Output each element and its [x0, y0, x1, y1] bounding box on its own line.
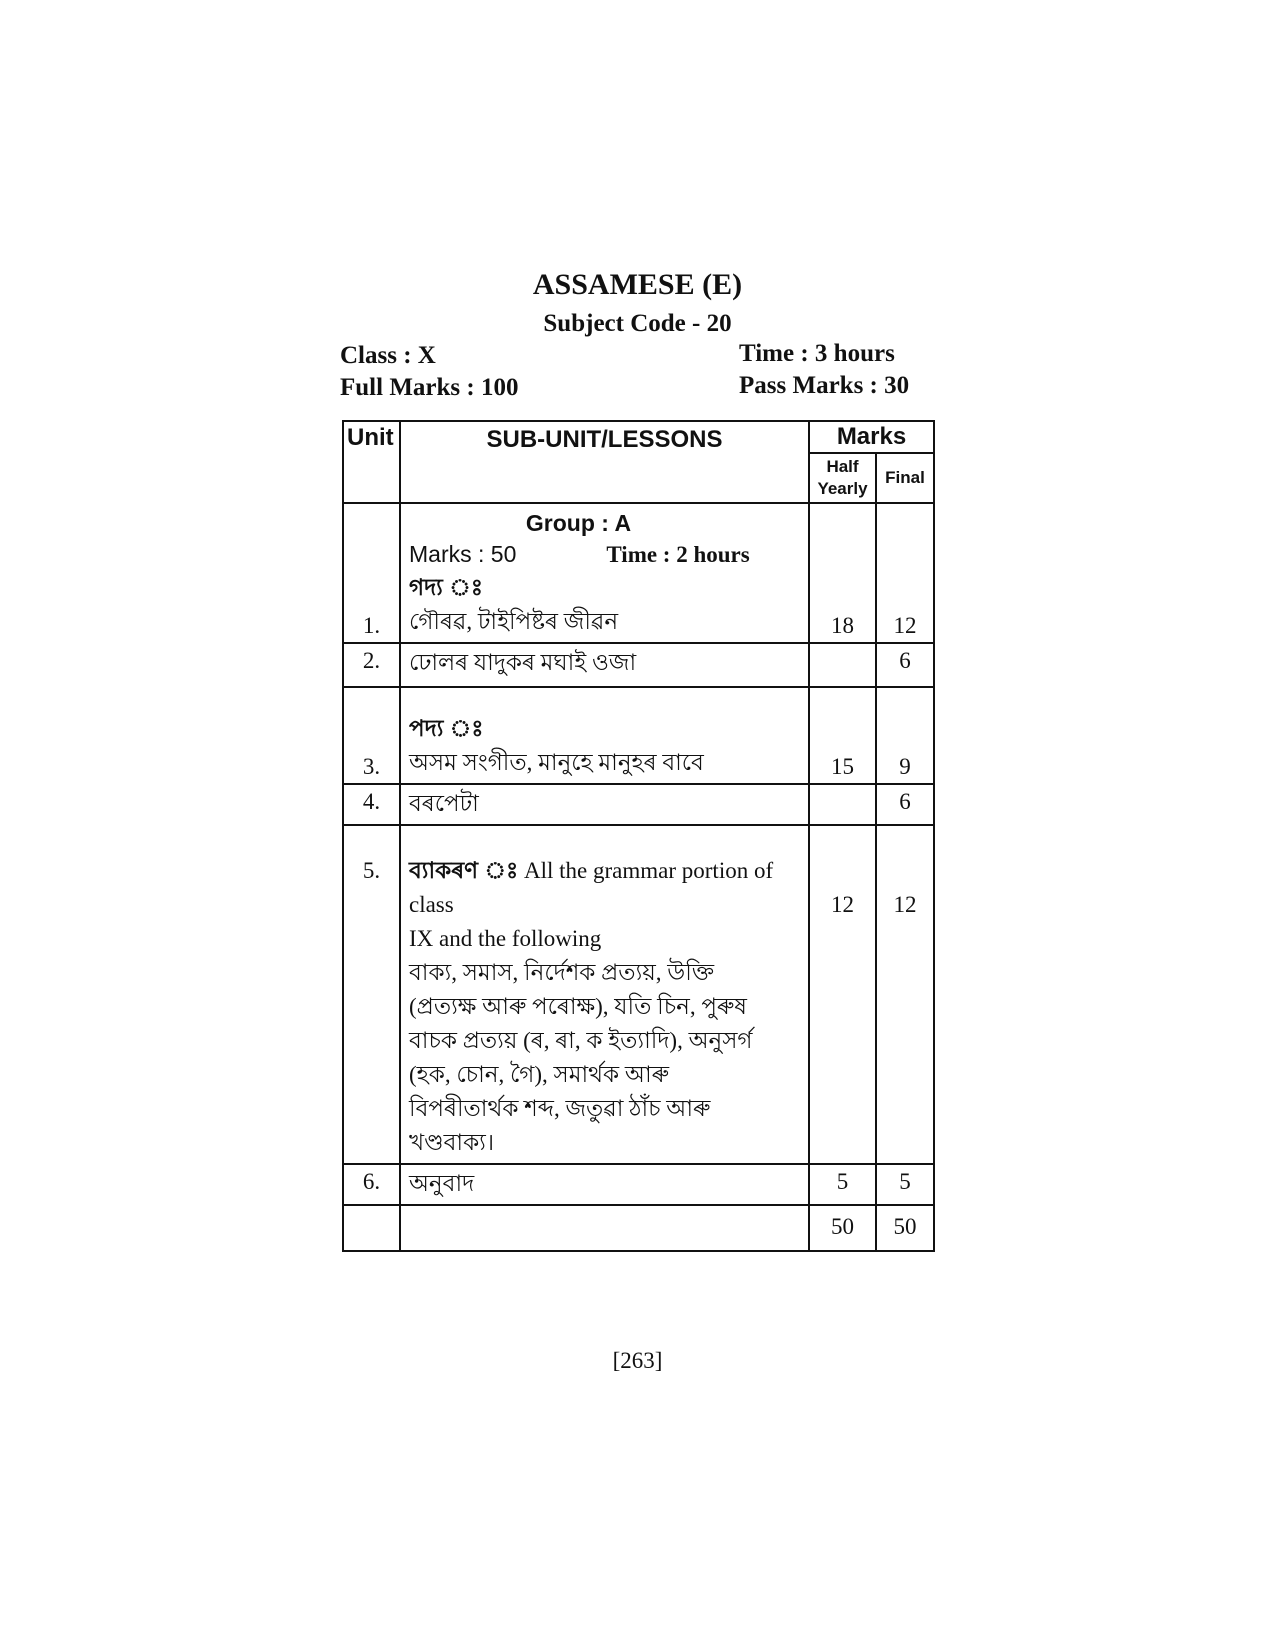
table-row: [343, 503, 934, 643]
grammar-label: ব্যাকৰণ ঃ: [409, 858, 519, 883]
unit-number: 4.: [343, 784, 400, 825]
lesson-cell: [400, 503, 809, 643]
page-number: [263]: [612, 1348, 663, 1373]
half-yearly-marks: 12: [809, 825, 876, 1164]
half-yearly-marks: [809, 784, 876, 825]
table-header-row: [343, 421, 934, 453]
final-marks: 9: [876, 687, 934, 784]
final-marks: 6: [876, 643, 934, 687]
lesson-text: ঢোলৰ যাদুকৰ মঘাই ওজা: [400, 643, 809, 687]
lesson-text: বৰপেটা: [400, 784, 809, 825]
lesson-cell: [400, 825, 809, 1164]
half-yearly-marks: [809, 643, 876, 687]
unit-number: 6.: [343, 1164, 400, 1205]
lesson-text: অসম সংগীত, মানুহে মানুহৰ বাবে: [409, 750, 704, 775]
totals-empty-lesson: [400, 1205, 809, 1251]
lesson-line: (হক, চোন, গৈ), সমাৰ্থক আৰু: [409, 1062, 670, 1087]
total-final: 50: [876, 1205, 934, 1251]
header-final: Final: [876, 453, 934, 503]
unit-number: 2.: [343, 643, 400, 687]
lesson-cell: [400, 687, 809, 784]
table-row: [343, 784, 934, 825]
header-half-yearly: Half Yearly: [809, 453, 876, 503]
lesson-line: All the grammar portion of class: [409, 858, 774, 917]
final-marks: 6: [876, 784, 934, 825]
unit-number: 1.: [343, 503, 400, 643]
totals-empty-unit: [343, 1205, 400, 1251]
document-title: ASSAMESE (E): [532, 268, 743, 301]
syllabus-table: [342, 420, 935, 1252]
lesson-line: বাচক প্ৰত্যয় (ৰ, ৰা, ক ইত্যাদি), অনুসৰ্গ: [409, 1028, 753, 1053]
half-yearly-marks: 15: [809, 687, 876, 784]
full-marks-label: Full Marks : 100: [340, 374, 519, 401]
table-row: [343, 687, 934, 784]
lesson-line: IX and the following: [409, 926, 602, 951]
header-marks: Marks: [809, 421, 934, 453]
lesson-line: (প্ৰত্যক্ষ আৰু পৰোক্ষ), যতি চিন, পুৰুষ: [409, 994, 747, 1019]
table-row: [343, 643, 934, 687]
section-heading-prose: গদ্য ঃ: [409, 575, 483, 600]
half-yearly-marks: 5: [809, 1164, 876, 1205]
half-yearly-marks: 18: [809, 503, 876, 643]
group-marks: Marks : 50: [409, 541, 517, 567]
final-marks: 12: [876, 825, 934, 1164]
lesson-text: গৌৰৱ, টাইপিষ্টৰ জীৱন: [409, 609, 619, 634]
lesson-text: অনুবাদ: [400, 1164, 809, 1205]
final-marks: 5: [876, 1164, 934, 1205]
total-half-yearly: 50: [809, 1205, 876, 1251]
section-heading-poetry: পদ্য ঃ: [409, 716, 484, 741]
lesson-line: বিপৰীতাৰ্থক শব্দ, জতুৱা ঠাঁচ আৰু: [409, 1096, 711, 1121]
group-time: Time : 2 hours: [606, 542, 750, 567]
header-sub-unit: SUB-UNIT/LESSONS: [400, 421, 809, 503]
totals-row: [343, 1205, 934, 1251]
table-row: [343, 1164, 934, 1205]
group-marks-time: [409, 538, 808, 571]
header-unit: Unit: [343, 421, 400, 503]
time-label: Time : 3 hours: [739, 340, 895, 367]
subject-code: Subject Code - 20: [543, 310, 732, 337]
lesson-line: বাক্য, সমাস, নিৰ্দেশক প্ৰত্যয়, উক্তি: [409, 960, 715, 985]
unit-number: 5.: [343, 825, 400, 1164]
unit-number: 3.: [343, 687, 400, 784]
final-marks: 12: [876, 503, 934, 643]
table-row: [343, 825, 934, 1164]
group-title: Group : A: [525, 510, 632, 536]
lesson-line: খণ্ডবাক্য।: [409, 1130, 495, 1155]
pass-marks-label: Pass Marks : 30: [739, 372, 910, 399]
class-label: Class : X: [340, 342, 436, 369]
